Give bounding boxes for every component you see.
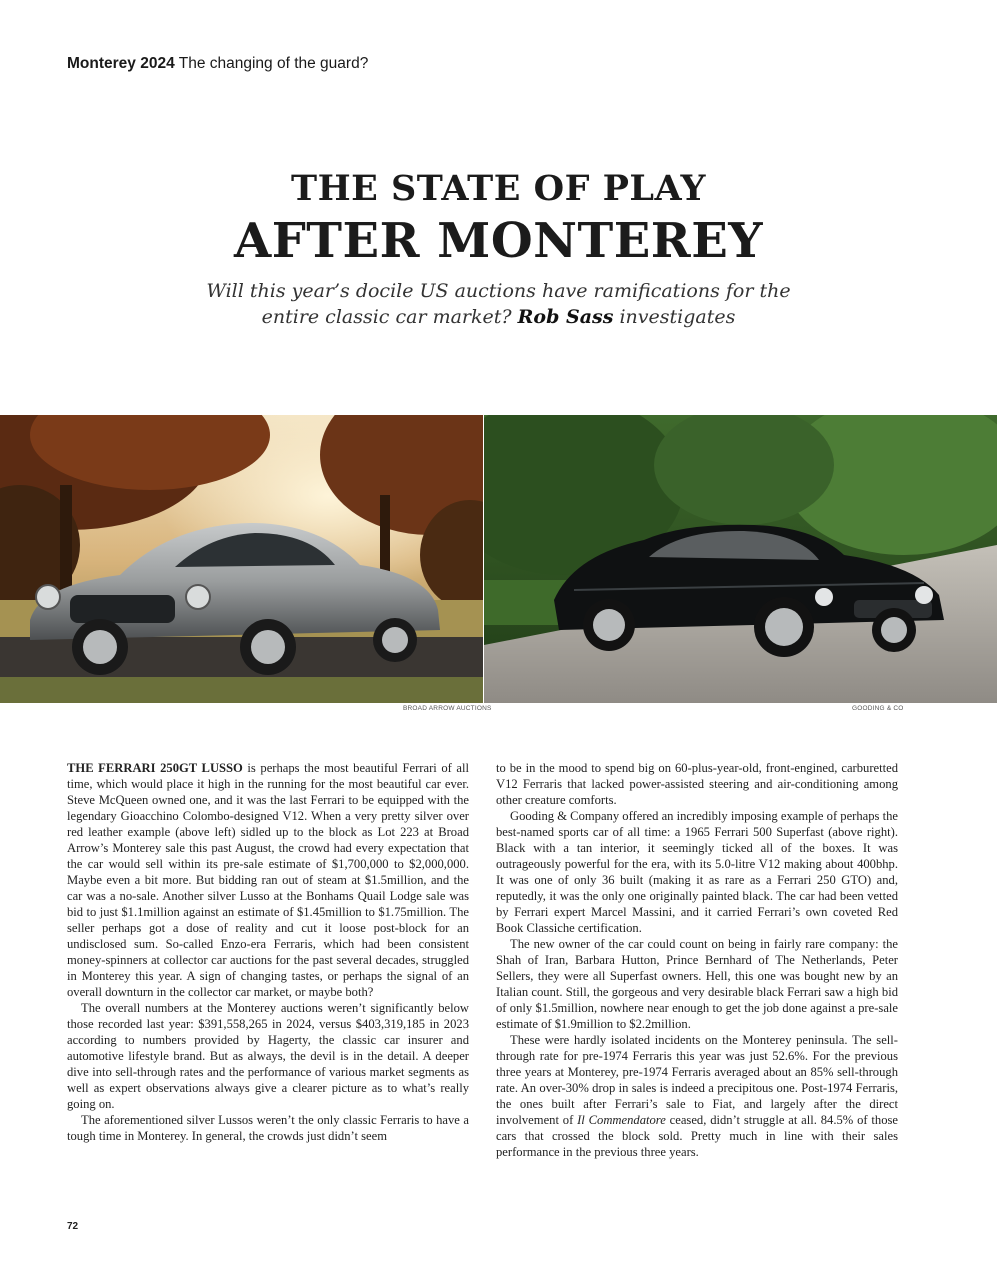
paragraph [67,760,469,1000]
headline-line-2: AFTER MONTEREY [233,213,764,269]
paragraph-text: ceased, didn’t struggle at all. 84.5% of those cars that crossed the block sold. Pretty much in line with their sales performance in the previous three years. [496,1113,899,1159]
paragraph: The new owner of the car could count on being in fairly rare company: the Shah of Iran, Barbara Hutton, Prince Bernhard of The Netherlands, Peter Sellers, they were all Superfast owners. Hell, this one was bought new by an Italian count. Still, the gorgeous and very desirable black Ferrari saw a high bid of only $1.5million, nowhere near enough to get the job done against a pre-sale estimate of $1.9million to $2.2million. [496,937,898,1031]
photo-silver-lusso [0,415,483,703]
standfirst-suffix: investigates [619,306,736,328]
photo-black-superfast [484,415,997,703]
running-head [67,55,368,73]
emphasis: Il Commendatore [577,1113,666,1127]
paragraph [496,1032,898,1160]
section-tagline: The changing of the guard? [178,55,369,72]
photo-credit-left: BROAD ARROW AUCTIONS [403,705,492,712]
paragraph: to be in the mood to spend big on 60-plus-year-old, front-engined, carburetted V12 Ferraris that lacked power-assisted steering and air-conditioning among other creature comforts. [496,761,898,807]
page-number: 72 [67,1221,79,1232]
standfirst-prefix: entire classic car market? [261,306,512,328]
body-column-left [67,760,469,1144]
silver-lusso-illustration [0,415,483,703]
paragraph: Gooding & Company offered an incredibly imposing example of perhaps the best-named sports car of all time: a 1965 Ferrari 500 Superfast (above right). Black with a tan interior, it seemingly ticked all of the boxes. It was outrageously powerful for the era, with its 5.0-litre V12 making about 400bhp. It was one of only 36 built (making it as rare as a Ferrari 250 GTO) and, reputedly, it was the only one originally painted black. The car had been vetted by Ferrari expert Marcel Massini, and it carried Ferrari’s own coveted Red Book Classiche certification. [496,809,898,935]
paragraph: The aforementioned silver Lussos weren’t the only classic Ferraris to have a tough time in Monterey. In general, the crowds just didn’t seem [67,1113,469,1143]
paragraph-text: These were hardly isolated incidents on the Monterey peninsula. The sell-through rate for pre-1974 Ferraris this year was just 52.6%. For the previous three years at Monterey, pre-1974 Ferraris averaged about an 85% sell-through rate. An over-30% drop in sales is indeed a precipitous one. Post-1974 Ferraris, the ones built after Ferrari’s sale to Fiat, and largely after the direct involvement of [496,1033,898,1127]
standfirst-line-2 [0,304,997,330]
lead-in: THE FERRARI 250GT LUSSO [67,761,243,775]
author-byline: Rob Sass [517,306,614,328]
photo-credit-right: GOODING & CO [852,705,904,712]
body-column-right [496,760,898,1160]
paragraph-text: is perhaps the most beautiful Ferrari of all time, which would place it high in the running for the most beautiful car ever. Steve McQueen owned one, and it was the last Ferrari to be equipped with the legendary Gioacchino Colombo-designed V12. When a very pretty silver over red leather example (above left) sidled up to the block as Lot 223 at Broad Arrow’s Monterey sale this past August, the crowd had every expectation that the car would sell within its pre-sale estimate of $1,700,000 to $2,000,000. Maybe even a bit more. But bidding ran out of steam at $1.5million, and the car was a no-sale. Another silver Lusso at the Bonhams Quail Lodge sale was bid to just $1.1million against an estimate of $1.45million to $1.75million. The seller perhaps got a dose of reality and cut it loose post-block for an undisclosed sum. So-called Enzo-era Ferraris, which had been consistent money-spinners at collector car auctions for the past several decades, struggled in Monterey this year. A sign of changing tastes, or perhaps the signal of an overall downturn in the collector car market, or maybe both? [67,761,470,999]
black-superfast-illustration [484,415,997,703]
section-name: Monterey 2024 [67,55,175,72]
headline-line-1: THE STATE OF PLAY [291,168,706,209]
headline [0,168,997,270]
standfirst-line-1: Will this year’s docile US auctions have ramifications for the [206,280,791,302]
paragraph: The overall numbers at the Monterey auctions weren’t significantly below those recorded last year: $391,558,265 in 2024, versus $403,319,185 in 2023 according to numbers provided by Hagerty, the classic car insurer and automotive lifestyle brand. But as always, the devil is in the detail. A deeper dive into sell-through rates and the performance of various market segments as well as expert observations always give a clearer picture as to what’s really going on. [67,1001,469,1111]
standfirst [0,278,997,330]
